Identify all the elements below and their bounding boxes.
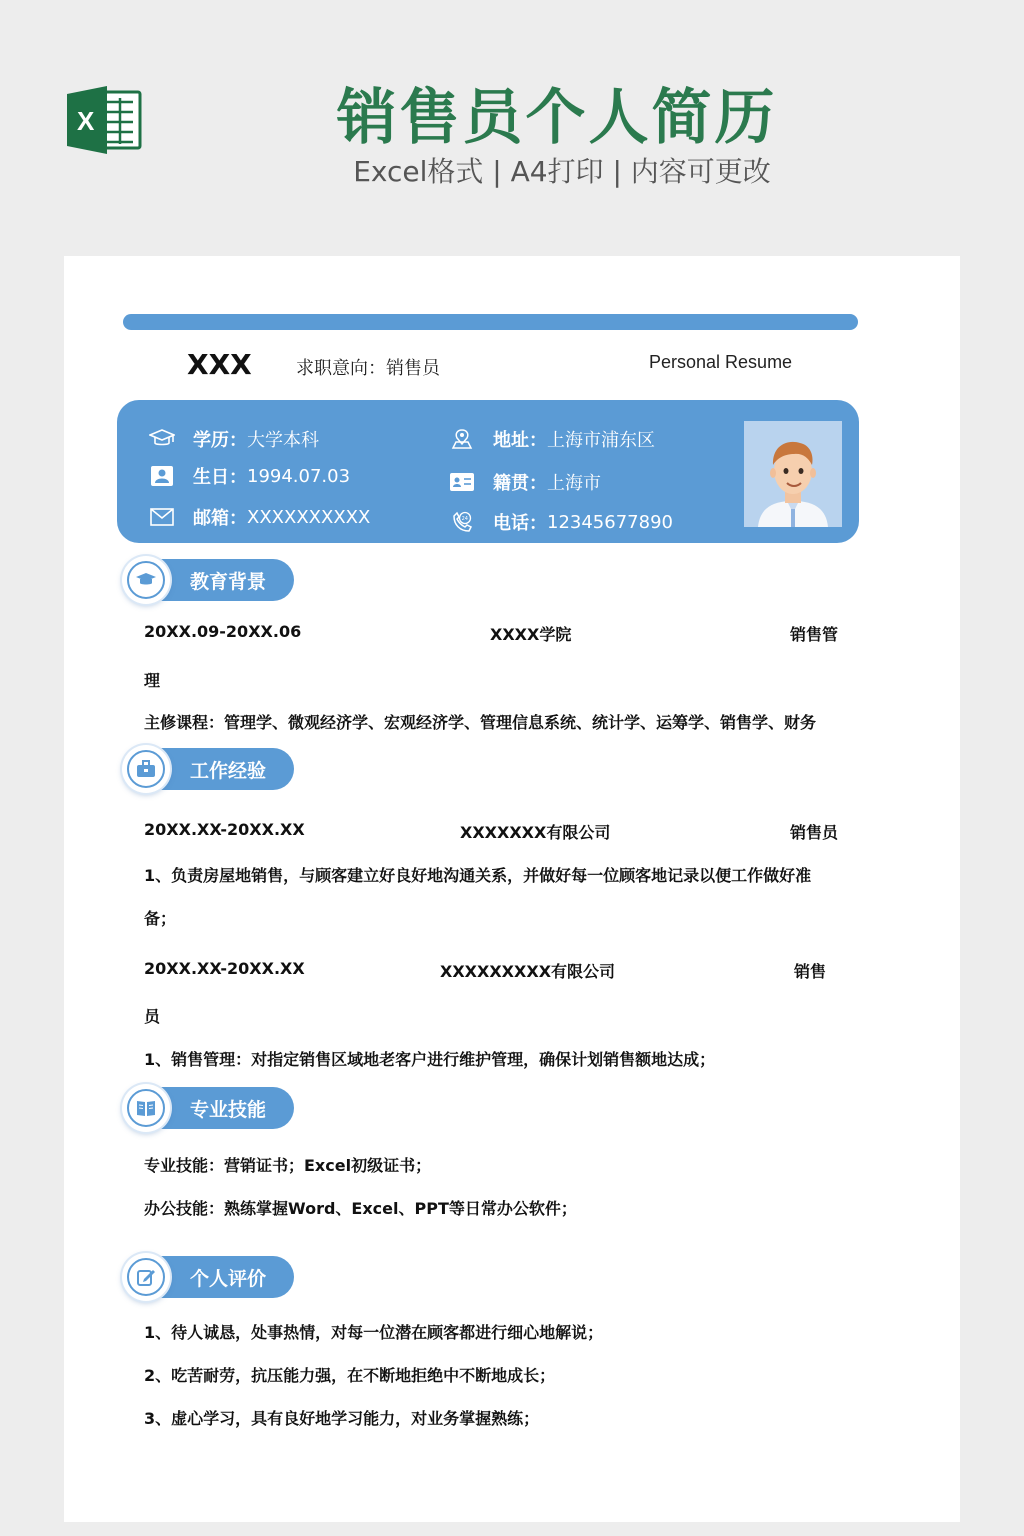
work2-desc: 1、销售管理：对指定销售区域地老客户进行维护管理，确保计划销售额地达成； (144, 1050, 716, 1069)
section-education-title: 教育背景 (190, 571, 267, 593)
work1-company: XXXXXXX有限公司 (460, 823, 611, 842)
job-intent-label: 求职意向： (296, 358, 386, 379)
education-label: 学历： (193, 430, 247, 451)
section-education (122, 556, 294, 604)
address-value: 上海市浦东区 (547, 430, 655, 451)
evaluation-line-2: 2、吃苦耐劳，抗压能力强，在不断地拒绝中不断地成长； (144, 1366, 556, 1385)
birth-row (149, 463, 350, 489)
education-period: 20XX.09-20XX.06 (144, 622, 302, 641)
evaluation-line-1: 1、待人诚恳，处事热情，对每一位潜在顾客都进行细心地解说； (144, 1323, 604, 1342)
education-courses: 主修课程：管理学、微观经济学、宏观经济学、管理信息系统、统计学、运筹学、销售学、财务 (144, 713, 817, 732)
birth-value: 1994.07.03 (247, 465, 351, 487)
skills-office: 办公技能：熟练掌握Word、Excel、PPT等日常办公软件； (144, 1199, 577, 1218)
avatar (744, 421, 842, 527)
origin-label: 籍贯： (493, 473, 547, 494)
work2-period: 20XX.XX-20XX.XX (144, 959, 305, 978)
graduation-cap-icon (149, 428, 175, 450)
section-evaluation (122, 1253, 294, 1301)
job-intent (296, 354, 440, 380)
origin-row (449, 469, 601, 495)
address-row (449, 426, 655, 452)
work2-company: XXXXXXXXX有限公司 (440, 962, 616, 981)
job-intent-value: 销售员 (386, 358, 440, 379)
work1-period: 20XX.XX-20XX.XX (144, 820, 305, 839)
section-skills (122, 1084, 294, 1132)
envelope-icon (149, 506, 175, 528)
page-title: 销售员个人简历 (336, 83, 778, 153)
work2-position-cont: 员 (144, 1007, 161, 1026)
origin-value: 上海市 (547, 473, 601, 494)
address-label: 地址： (493, 430, 547, 451)
section-work-title: 工作经验 (190, 760, 267, 782)
education-value: 大学本科 (247, 430, 319, 451)
work1-desc-cont: 备； (144, 909, 177, 928)
svg-text:24: 24 (461, 516, 468, 522)
work1-desc: 1、负责房屋地销售，与顾客建立好良好地沟通关系，并做好每一位顾客地记录以便工作做好准 (144, 866, 812, 885)
section-evaluation-title: 个人评价 (190, 1268, 267, 1290)
work1-position: 销售员 (790, 823, 839, 842)
briefcase-icon (136, 760, 156, 778)
email-row (149, 504, 370, 530)
phone-value: 12345677890 (547, 511, 673, 533)
education-major: 销售管 (790, 625, 839, 644)
education-school: XXXX学院 (490, 625, 572, 644)
evaluation-line-3: 3、虚心学习，具有良好地学习能力，对业务掌握熟练； (144, 1409, 540, 1428)
page-subtitle: Excel格式 | A4打印 | 内容可更改 (353, 155, 771, 188)
candidate-name: XXX (187, 348, 252, 381)
contact-card-icon (449, 471, 475, 493)
svg-text:X: X (77, 106, 95, 136)
email-value: XXXXXXXXXX (247, 506, 371, 528)
resume-paper (64, 256, 960, 1522)
edit-icon (136, 1267, 156, 1287)
graduation-cap-icon (135, 571, 157, 589)
education-major-cont: 理 (144, 671, 161, 690)
phone-24h-icon (449, 511, 475, 533)
birth-label: 生日： (193, 467, 247, 488)
section-badge (122, 1084, 170, 1132)
info-box (117, 400, 859, 543)
location-pin-icon (449, 428, 475, 450)
section-badge (122, 1253, 170, 1301)
skills-professional: 专业技能：营销证书；Excel初级证书； (144, 1156, 432, 1175)
section-badge (122, 745, 170, 793)
section-badge (122, 556, 170, 604)
education-row (149, 426, 319, 452)
section-skills-title: 专业技能 (190, 1099, 267, 1121)
phone-row (449, 509, 673, 535)
id-card-icon (149, 465, 175, 487)
email-label: 邮箱： (193, 508, 247, 529)
section-work (122, 745, 294, 793)
personal-resume-label: Personal Resume (649, 352, 793, 372)
top-accent-bar (123, 314, 858, 330)
phone-label: 电话： (493, 513, 547, 534)
book-icon (136, 1099, 156, 1117)
work2-position: 销售 (794, 962, 827, 981)
